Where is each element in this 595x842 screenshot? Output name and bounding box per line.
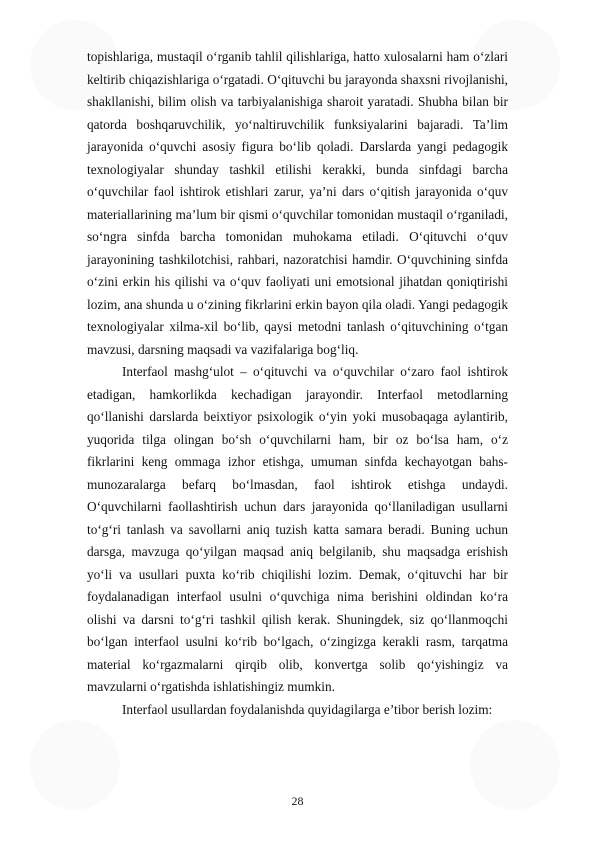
body-text: [87, 46, 508, 721]
paragraph: Interfaol mashg‘ulot – o‘qituvchi va o‘quvchilar o‘zaro faol ishtirok etadigan, hamkorlikda kechadigan jarayondir. Interfaol metodlarning qo‘llanishi darslarda beixtiyor psixologik o‘yin yoki musobaqaga aylantirib, yuqorida tilga olingan bo‘sh o‘quvchilarni ham, bir oz bo‘lsa ham, o‘z fikrlarini keng ommaga izhor etishga, umuman sinfda kechayotgan bahs-munozaralarga befarq bo‘lmasdan, faol ishtirok etishga undaydi. O‘quvchilarni faollashtirish uchun dars jarayonida qo‘llaniladigan usullarni to‘g‘ri tanlash va savollarni aniq tuzish katta samara beradi. Buning uchun darsga, mavzuga qo‘yilgan maqsad aniq belgilanib, shu maqsadga erishish yo‘li va usullari puxta ko‘rib chiqilishi lozim. Demak, o‘qituvchi har bir foydalanadigan interfaol usulni o‘quvchiga nima berishini oldindan ko‘ra olishi va darsni to‘g‘ri tashkil qilish kerak. Shuningdek, siz qo‘llanmoqchi bo‘lgan interfaol usulni ko‘rib bo‘lgach, o‘zingizga kerakli rasm, tarqatma material ko‘rgazmalarni qirqib olib, konvertga solib qo‘yishingiz va mavzularni o‘rgatishda ishlatishingiz mumkin.: [87, 364, 508, 694]
paragraph: Interfaol usullardan foydalanishda quyidagilarga e’tibor berish lozim:: [122, 701, 493, 717]
paragraph: topishlariga, mustaqil o‘rganib tahlil qilishlariga, hatto xulosalarni ham o‘zlari keltirib chiqazishlariga o‘rgatadi. O‘qituvchi bu jarayonda shaxsni rivojlanishi, shakllanishi, bilim olish va tarbiyalanishiga sharoit yaratadi. Shubha bilan bir qatorda boshqaruvchilik, yo‘naltiruvchilik funksiyalarini bajaradi. Ta’lim jarayonida o‘quvchi asosiy figura bo‘lib qoladi. Darslarda yangi pedagogik texnologiyalar shunday tashkil etilishi kerakki, bunda sinfdagi barcha o‘quvchilar faol ishtirok etishlari zarur, ya’ni dars o‘qitish jarayonida o‘quv materiallarining ma’lum bir qismi o‘quvchilar tomonidan mustaqil o‘rganiladi, so‘ngra sinfda barcha tomonidan muhokama etiladi. O‘qituvchi o‘quv jarayonining tashkilotchisi, rahbari, nazoratchisi hamdir. O‘quvchining sinfda o‘zini erkin his qilishi va o‘quv faoliyati uni emotsional jihatdan qoniqtirishi lozim, ana shunda u o‘zining fikrlarini erkin bayon qila oladi. Yangi pedagogik texnologiyalar xilma-xil bo‘lib, qaysi metodni tanlash o‘qituvchining o‘tgan mavzusi, darsning maqsadi va vazifalariga bog‘liq.: [87, 49, 508, 357]
page-number: 28: [291, 794, 304, 808]
